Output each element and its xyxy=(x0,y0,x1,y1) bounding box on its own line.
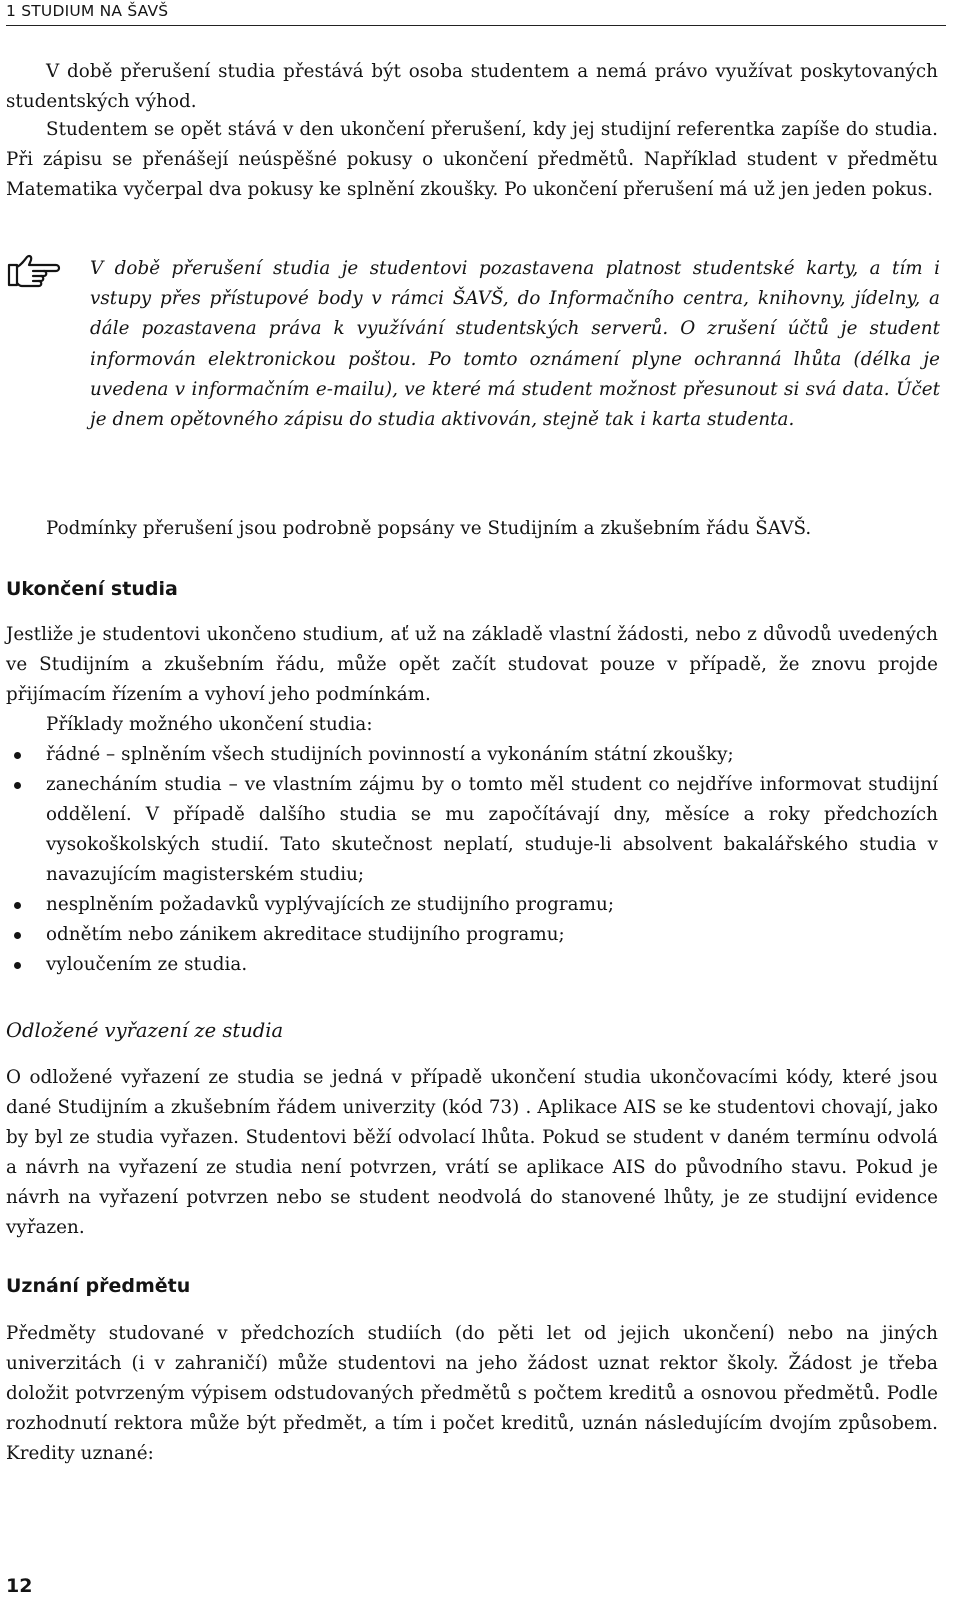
subsection-title-odlozene: Odložené vyřazení ze studia xyxy=(6,1019,284,1042)
bullet-icon xyxy=(14,782,21,789)
pointing-hand-icon xyxy=(6,253,64,289)
bullet-icon xyxy=(14,752,21,759)
header-rule xyxy=(6,25,946,26)
bullet-icon xyxy=(14,962,21,969)
ukonceni-paragraph-2: Příklady možného ukončení studia: xyxy=(46,714,373,735)
odlozene-paragraph: O odložené vyřazení ze studia se jedná v případě ukončení studia ukončovacími kódy, které jsou dané Studijním a zkušebním řádem univerzity (kód 73) . Aplikace AIS se ke studentovi chovají, jako by byl ze studia vyřazen. Studentovi běží odvolací lhůta. Pokud se student v daném termínu odvolá a návrh na vyřazení ze studia není potvrzen, vrátí se aplikace AIS do původního stavu. Pokud je návrh na vyřazení potvrzen nebo se student neodvolá do stanovené lhůty, je ze studijní evidence vyřazen. xyxy=(6,1067,938,1238)
list-item xyxy=(6,740,938,770)
termination-list xyxy=(6,740,938,980)
list-item-text: nesplněním požadavků vyplývajících ze studijního programu; xyxy=(46,894,615,915)
list-item xyxy=(6,890,938,920)
ukonceni-paragraph-1: Jestliže je studentovi ukončeno studium, ať už na základě vlastní žádosti, nebo z důvodů uvedených ve Studijním a zkušebním řádu, může opět začít studovat pouze v případě, že znovu projde přijímacím řízením a vyhoví jeho podmínkám. xyxy=(6,624,938,705)
bullet-icon xyxy=(14,902,21,909)
note-paragraph: V době přerušení studia je studentovi pozastavena platnost studentské karty, a tím i vstupy přes přístupové body v rámci ŠAVŠ, do Informačního centra, knihovny, jídelny, a dále pozastavena práva k využívání studentských serverů. O zrušení účtů je student informován elektronickou poštou. Po tomto oznámení plyne ochranná lhůta (délka je uvedena v informačním e-mailu), ve které má student možnost přesunout si svá data. Účet je dnem opětovného zápisu do studia aktivován, stejně tak i karta studenta. xyxy=(90,258,940,431)
list-item-text: řádné – splněním všech studijních povinností a vykonáním státní zkoušky; xyxy=(46,744,734,765)
list-item xyxy=(6,920,938,950)
list-item-text: zanecháním studia – ve vlastním zájmu by o tomto měl student co nejdříve informovat studijní oddělení. V případě dalšího studia se mu započítávají dny, měsíce a roky předchozích vysokoškolských studií. Tato skutečnost neplatí, studuje-li absolvent bakalářského studia v navazujícím magisterském studiu; xyxy=(46,774,938,885)
running-header: 1 STUDIUM NA ŠAVŠ xyxy=(6,2,169,20)
list-item-text: odnětím nebo zánikem akreditace studijního programu; xyxy=(46,924,565,945)
section-odlozene-body xyxy=(6,1063,938,1243)
intro-paragraph-1: V době přerušení studia přestává být osoba studentem a nemá právo využívat poskytovaných studentských výhod. xyxy=(6,61,938,112)
intro-paragraph-2: Studentem se opět stává v den ukončení přerušení, kdy jej studijní referentka zapíše do studia. Při zápisu se přenášejí neúspěšné pokusy o ukončení předmětů. Například student v předmětu Matematika vyčerpal dva pokusy ke splnění zkoušky. Po ukončení přerušení má už jen jeden pokus. xyxy=(6,119,938,200)
section-ukonceni-body xyxy=(6,620,938,980)
section-title-uznani: Uznání předmětu xyxy=(6,1275,191,1297)
section-title-ukonceni: Ukončení studia xyxy=(6,578,178,600)
bullet-icon xyxy=(14,932,21,939)
page-number: 12 xyxy=(6,1575,33,1597)
list-item-text: vyloučením ze studia. xyxy=(46,954,248,975)
uznani-paragraph: Předměty studované v předchozích studiích (do pěti let od jejich ukončení) nebo na jiných univerzitách (i v zahraničí) může studentovi na jeho žádost uznat rektor školy. Žádost je třeba doložit potvrzeným výpisem odstudovaných předmětů s počtem kreditů a osnovou předmětů. Podle rozhodnutí rektora může být předmět, a tím i počet kreditů, uznán následujícím dvojím způsobem. Kredity uznané: xyxy=(6,1323,938,1464)
conditions-paragraph: Podmínky přerušení jsou podrobně popsány ve Studijním a zkušebním řádu ŠAVŠ. xyxy=(46,518,812,539)
list-item xyxy=(6,770,938,890)
section-uznani-body xyxy=(6,1319,938,1469)
list-item xyxy=(6,950,938,980)
